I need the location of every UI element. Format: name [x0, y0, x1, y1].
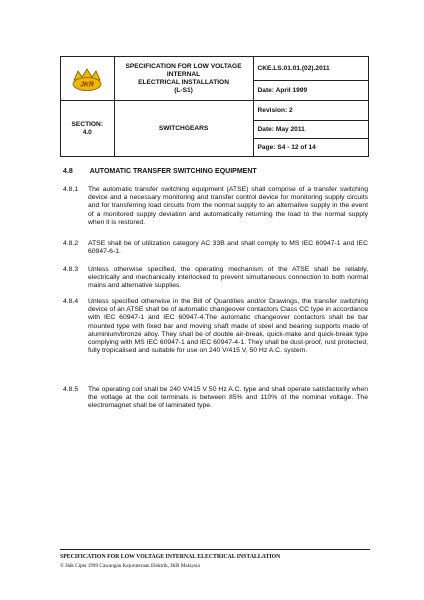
clause-number: 4.8.3	[63, 266, 79, 273]
section-heading	[63, 168, 257, 175]
doc-code-cell	[253, 57, 368, 81]
clause-number: 4.8.1	[63, 186, 79, 193]
title-line: INTERNAL	[166, 70, 201, 78]
doc-code: CKE.LS.01.01.(02).2011	[257, 64, 330, 72]
clause-text: Unless otherwise specified, the operating mechanism of the ATSE shall be reliably, electrically and mechanically interlocked to prevent simultaneous connection to both normal mains and alternative supplies.	[88, 266, 368, 290]
title-line: (L-S1)	[174, 86, 193, 94]
revision: Revision: 2	[257, 106, 293, 114]
clause-4-8-3	[63, 266, 368, 291]
header-table	[60, 56, 369, 157]
clause-text: ATSE shall be of utilization category AC 33B and shall comply to MS IEC 60947-1 and IEC 60947-6-1.	[88, 240, 368, 256]
clause-number: 4.8.5	[63, 386, 79, 393]
logo-text: JKR	[80, 81, 95, 88]
rev-date: Date: May 2011	[257, 125, 305, 133]
section-label: SECTION:	[71, 120, 104, 128]
page-cell	[253, 139, 368, 157]
orig-date-cell	[253, 81, 368, 101]
footer-copyright: © Hak Cipta 1999 Cawangan Kejuruteraan Elektrik, JKR Malaysia	[60, 563, 200, 569]
section-heading-number: 4.8	[63, 168, 73, 175]
footer-divider	[60, 549, 370, 550]
title-line: SPECIFICATION FOR LOW VOLTAGE	[125, 62, 242, 70]
clause-number: 4.8.2	[63, 240, 79, 247]
section-title-cell	[114, 101, 253, 157]
clause-4-8-1	[63, 186, 368, 227]
section-cell	[61, 101, 115, 157]
orig-date: Date: April 1999	[257, 86, 308, 94]
clause-text: The automatic transfer switching equipment (ATSE) shall comprise of a transfer switching device and a necessary monitoring and transfer control device for monitoring supply circuits and for transferring load circuits from the normal supply to an alternative supply in the event of a monitored supply deviation and automatically returning the load to the normal supply when it is restored.	[88, 186, 368, 226]
section-title: SWITCHGEARS	[158, 124, 209, 132]
section-number: 4.0	[82, 128, 92, 136]
title-cell	[114, 57, 253, 101]
jkr-logo-icon	[70, 66, 104, 92]
clause-number: 4.8.4	[63, 298, 79, 305]
clause-text: The operating coil shall be 240 V/415 V 50 Hz A.C. type and shall operate satisfactorily when the voltage at the coil terminals is between 85% and 110% of the nominal voltage. The electromagnet shall be of laminated type.	[88, 386, 368, 410]
title-line: ELECTRICAL INSTALLATION	[138, 78, 229, 86]
logo-cell	[61, 57, 115, 101]
revision-cell	[253, 101, 368, 121]
clause-text: Unless specified otherwise in the Bill of Quantities and/or Drawings, the transfer switching device of an ATSE shall be of automatic changeover contactors Class CC type in accordance with IEC 60947-1 and IEC 60947-4.The automatic changeover contactors shall be bar mounted type with fixed bar and moving shaft made of steel and bearing supports made of aluminium/bronze alloy. They shall be of double air-break, quick-make and quick-break type complying with MS IEC 60947-1 and IEC 60947-4-1. They shall be dust-proof, rust protected, fully tropicalised and suitable for use on 240 V/415 V, 50 Hz A.C. system.	[88, 298, 368, 355]
clause-4-8-5	[63, 386, 368, 411]
clause-4-8-2	[63, 240, 368, 256]
rev-date-cell	[253, 121, 368, 139]
clause-4-8-4	[63, 298, 368, 355]
page-number: Page: S4 - 12 of 14	[257, 143, 316, 151]
footer-title: SPECIFICATION FOR LOW VOLTAGE INTERNAL ELECTRICAL INSTALLATION	[60, 554, 281, 560]
section-heading-title: AUTOMATIC TRANSFER SWITCHING EQUIPMENT	[89, 168, 257, 175]
